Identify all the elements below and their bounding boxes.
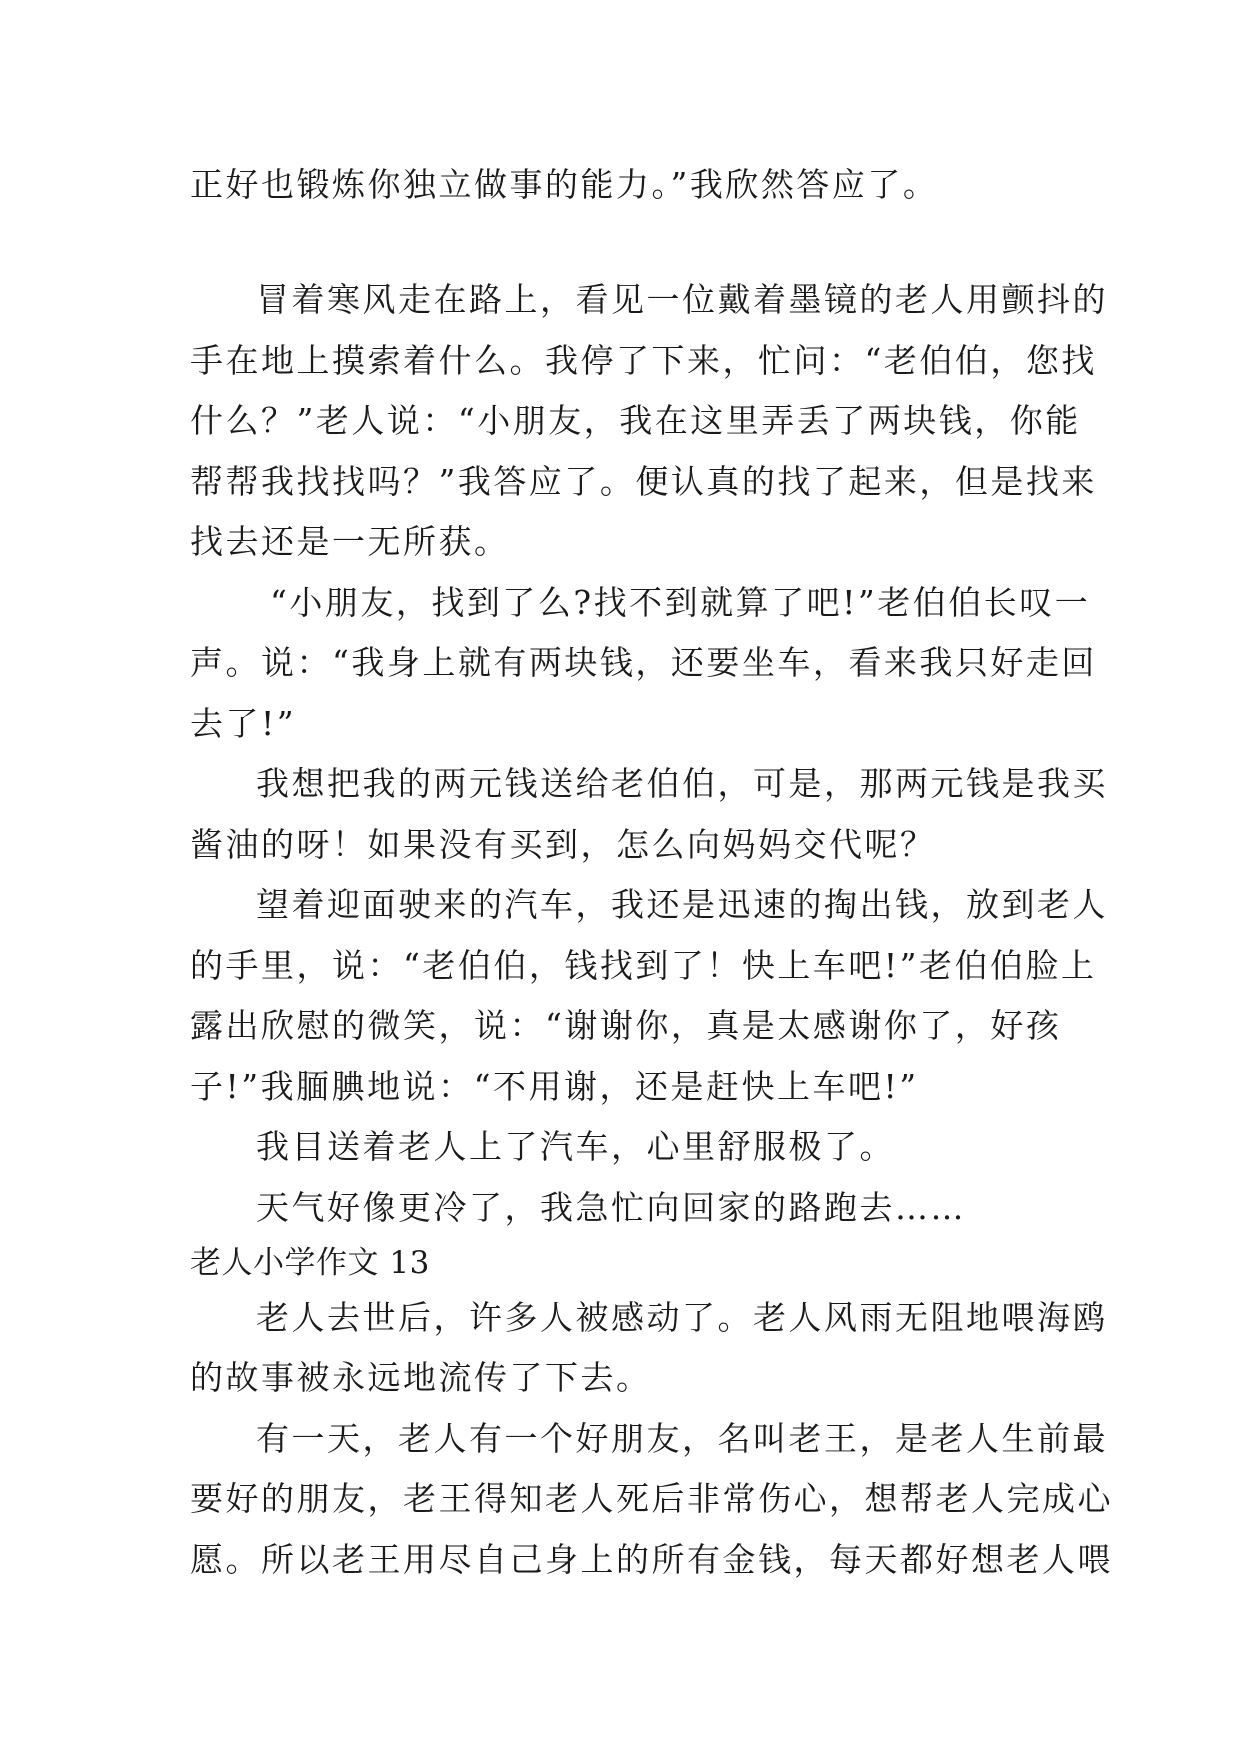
- text-line: 老人去世后，许多人被感动了。老人风雨无阻地喂海鸥: [256, 1298, 1108, 1337]
- text-line: 帮帮我找找吗？”我答应了。便认真的找了起来，但是找来: [190, 462, 1097, 501]
- text-line: 我想把我的两元钱送给老伯伯，可是，那两元钱是我买: [256, 764, 1108, 803]
- text-line: “小朋友，找到了么?找不到就算了吧!”老伯伯长叹一: [270, 583, 1091, 622]
- text-line: 声。说：“我身上就有两块钱，还要坐车，看来我只好走回: [190, 643, 1097, 682]
- text-line: 的故事被永远地流传了下去。: [190, 1358, 652, 1397]
- text-line: 愿。所以老王用尽自己身上的所有金钱，每天都好想老人喂: [190, 1540, 1113, 1579]
- section-heading: 老人小学作文 13: [190, 1245, 430, 1281]
- text-line: 望着迎面驶来的汽车，我还是迅速的掏出钱，放到老人: [256, 885, 1108, 924]
- text-line: 我目送着老人上了汽车，心里舒服极了。: [256, 1127, 895, 1166]
- text-line: 冒着寒风走在路上，看见一位戴着墨镜的老人用颤抖的: [256, 280, 1108, 319]
- text-line: 的手里，说：“老伯伯，钱找到了！快上车吧!”老伯伯脸上: [190, 946, 1097, 985]
- text-line: 正好也锻炼你独立做事的能力。”我欣然答应了。: [190, 165, 939, 204]
- text-line: 找去还是一无所获。: [190, 522, 510, 561]
- text-line: 露出欣慰的微笑，说：“谢谢你，真是太感谢你了，好孩: [190, 1006, 1062, 1045]
- text-line: 手在地上摸索着什么。我停了下来，忙问：“老伯伯，您找: [190, 341, 1097, 380]
- text-line: 子!”我腼腆地说：“不用谢，还是赶快上车吧!”: [190, 1067, 919, 1106]
- text-line: 要好的朋友，老王得知老人死后非常伤心，想帮老人完成心: [190, 1479, 1113, 1518]
- text-line: 天气好像更冷了，我急忙向回家的路跑去……: [256, 1188, 966, 1227]
- text-line: 去了!”: [190, 704, 297, 743]
- text-line: 有一天，老人有一个好朋友，名叫老王，是老人生前最: [256, 1419, 1108, 1458]
- text-line: 什么？”老人说：“小朋友，我在这里弄丢了两块钱，你能: [190, 401, 1081, 440]
- text-line: 酱油的呀！如果没有买到，怎么向妈妈交代呢？: [190, 825, 936, 864]
